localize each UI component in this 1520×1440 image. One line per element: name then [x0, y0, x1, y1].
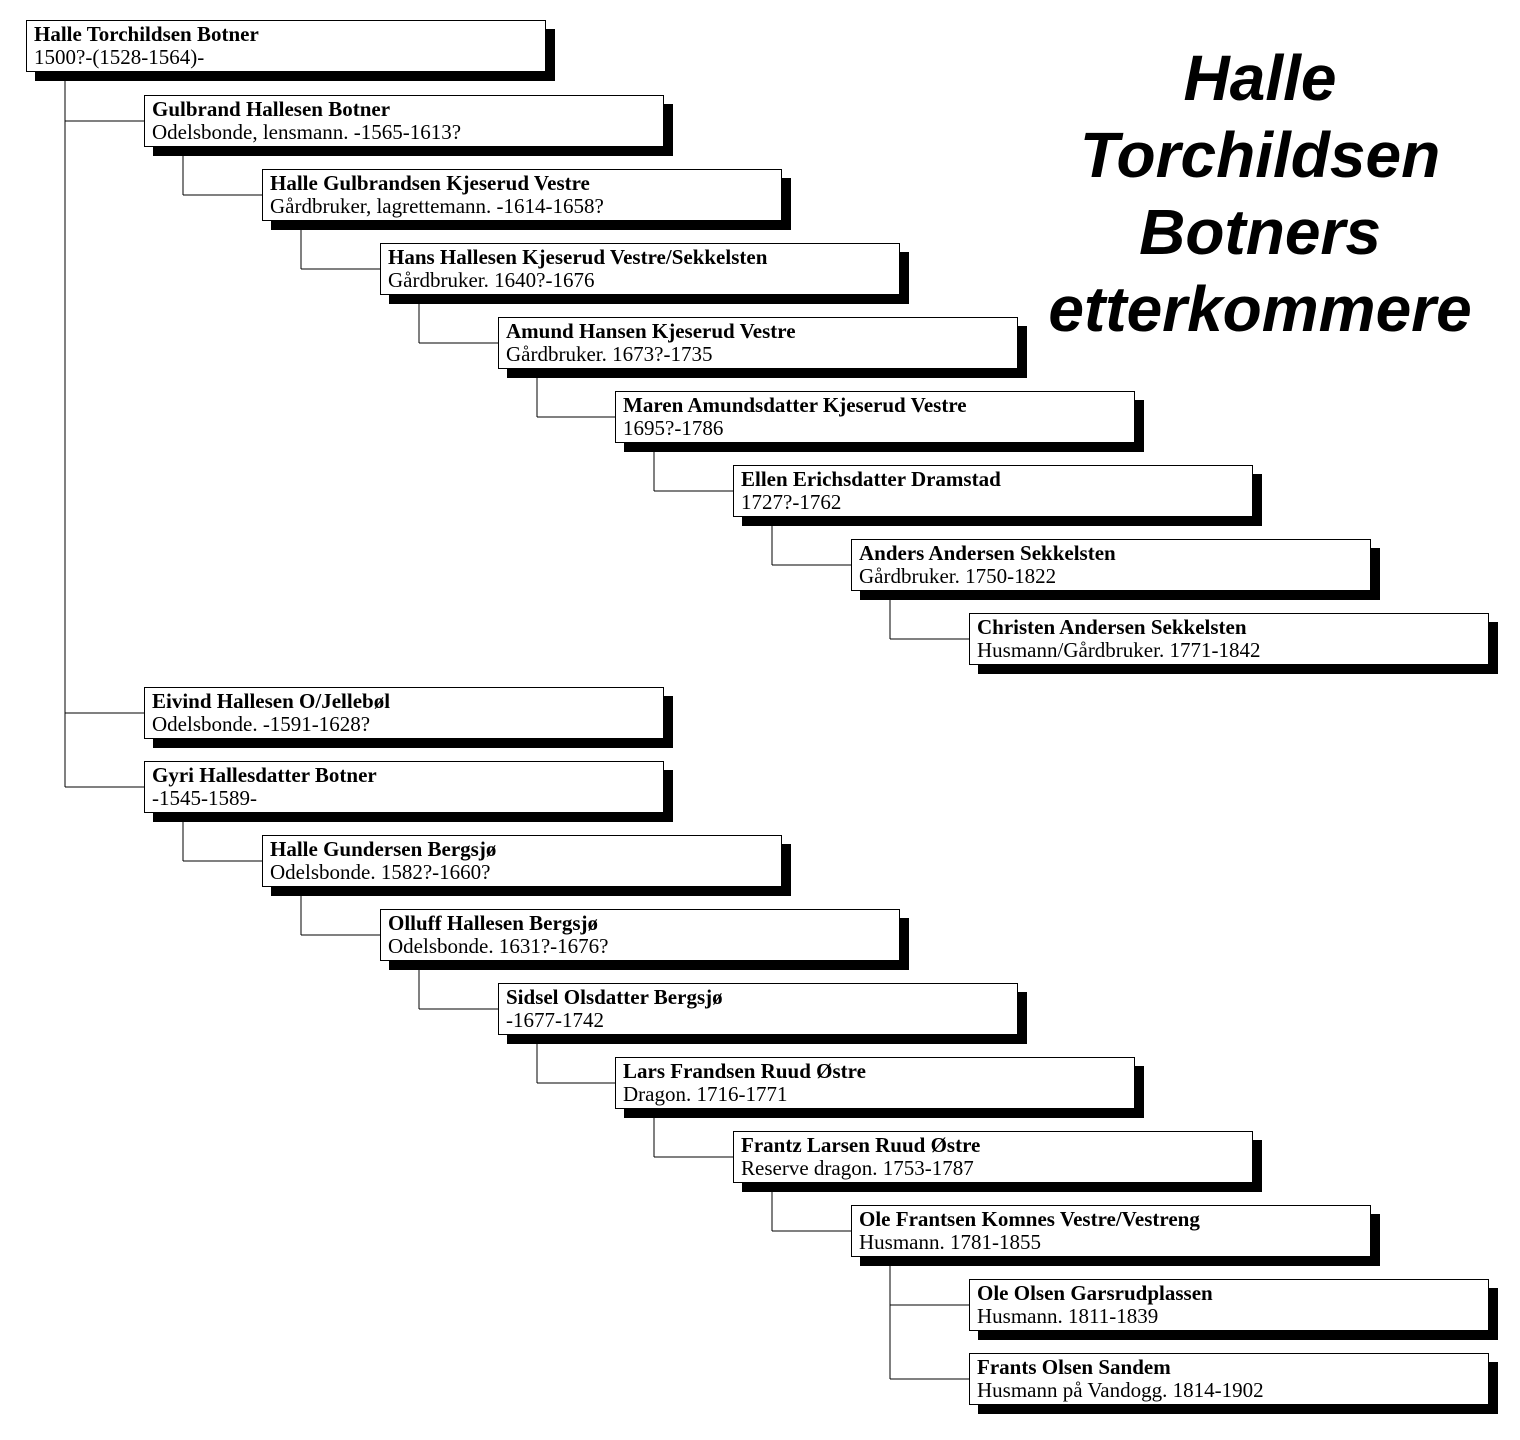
- title-line: Botners: [1139, 196, 1381, 268]
- person-info: Gårdbruker. 1640?-1676: [388, 268, 595, 292]
- person-info: Odelsbonde. -1591-1628?: [152, 712, 371, 736]
- person-box: [144, 95, 664, 147]
- person-name: Amund Hansen Kjeserud Vestre: [506, 319, 796, 343]
- person-info: 1695?-1786: [623, 416, 724, 440]
- person-box: [498, 317, 1018, 369]
- person-box: [733, 1131, 1253, 1183]
- person-box: [380, 909, 900, 961]
- person-info: Odelsbonde. 1631?-1676?: [388, 934, 609, 958]
- person-name: Eivind Hallesen O/Jellebøl: [152, 689, 391, 713]
- person-box: [969, 1353, 1489, 1405]
- person-info: Odelsbonde. 1582?-1660?: [270, 860, 491, 884]
- person-info: Husmann. 1781-1855: [859, 1230, 1041, 1254]
- person-info: Reserve dragon. 1753-1787: [741, 1156, 974, 1180]
- person-info: 1500?-(1528-1564)-: [34, 45, 205, 69]
- person-name: Frantz Larsen Ruud Østre: [741, 1133, 981, 1157]
- person-info: -1677-1742: [506, 1008, 604, 1032]
- person-name: Ellen Erichsdatter Dramstad: [741, 467, 1001, 491]
- person-name: Hans Hallesen Kjeserud Vestre/Sekkelsten: [388, 245, 768, 269]
- person-box: [26, 20, 546, 72]
- person-box: [498, 983, 1018, 1035]
- person-info: 1727?-1762: [741, 490, 842, 514]
- person-name: Olluff Hallesen Bergsjø: [388, 911, 598, 935]
- person-name: Christen Andersen Sekkelsten: [977, 615, 1247, 639]
- person-box: [851, 539, 1371, 591]
- person-info: Husmann. 1811-1839: [977, 1304, 1159, 1328]
- person-name: Anders Andersen Sekkelsten: [859, 541, 1116, 565]
- person-box: [262, 169, 782, 221]
- person-box: [615, 391, 1135, 443]
- person-box: [969, 1279, 1489, 1331]
- person-box: [733, 465, 1253, 517]
- person-box: [969, 613, 1489, 665]
- person-info: Gårdbruker, lagrettemann. -1614-1658?: [270, 194, 604, 218]
- person-name: Gyri Hallesdatter Botner: [152, 763, 377, 787]
- person-name: Halle Torchildsen Botner: [34, 22, 259, 46]
- person-info: Dragon. 1716-1771: [623, 1082, 788, 1106]
- person-name: Lars Frandsen Ruud Østre: [623, 1059, 866, 1083]
- diagram-title: [1030, 40, 1490, 348]
- title-line: etterkommere: [1048, 273, 1472, 345]
- person-box: [851, 1205, 1371, 1257]
- person-info: Odelsbonde, lensmann. -1565-1613?: [152, 120, 462, 144]
- person-name: Ole Olsen Garsrudplassen: [977, 1281, 1213, 1305]
- person-box: [144, 687, 664, 739]
- person-name: Halle Gulbrandsen Kjeserud Vestre: [270, 171, 590, 195]
- person-box: [262, 835, 782, 887]
- person-info: Gårdbruker. 1750-1822: [859, 564, 1057, 588]
- person-box: [380, 243, 900, 295]
- person-box: [615, 1057, 1135, 1109]
- person-info: Husmann på Vandogg. 1814-1902: [977, 1378, 1264, 1402]
- title-line: Halle: [1183, 42, 1337, 114]
- person-name: Gulbrand Hallesen Botner: [152, 97, 391, 121]
- person-box: [144, 761, 664, 813]
- person-name: Halle Gundersen Bergsjø: [270, 837, 497, 861]
- person-name: Sidsel Olsdatter Bergsjø: [506, 985, 723, 1009]
- person-info: Husmann/Gårdbruker. 1771-1842: [977, 638, 1261, 662]
- person-name: Ole Frantsen Komnes Vestre/Vestreng: [859, 1207, 1200, 1231]
- person-info: -1545-1589-: [152, 786, 257, 810]
- person-name: Frants Olsen Sandem: [977, 1355, 1171, 1379]
- title-line: Torchildsen: [1079, 119, 1441, 191]
- person-info: Gårdbruker. 1673?-1735: [506, 342, 713, 366]
- person-name: Maren Amundsdatter Kjeserud Vestre: [623, 393, 967, 417]
